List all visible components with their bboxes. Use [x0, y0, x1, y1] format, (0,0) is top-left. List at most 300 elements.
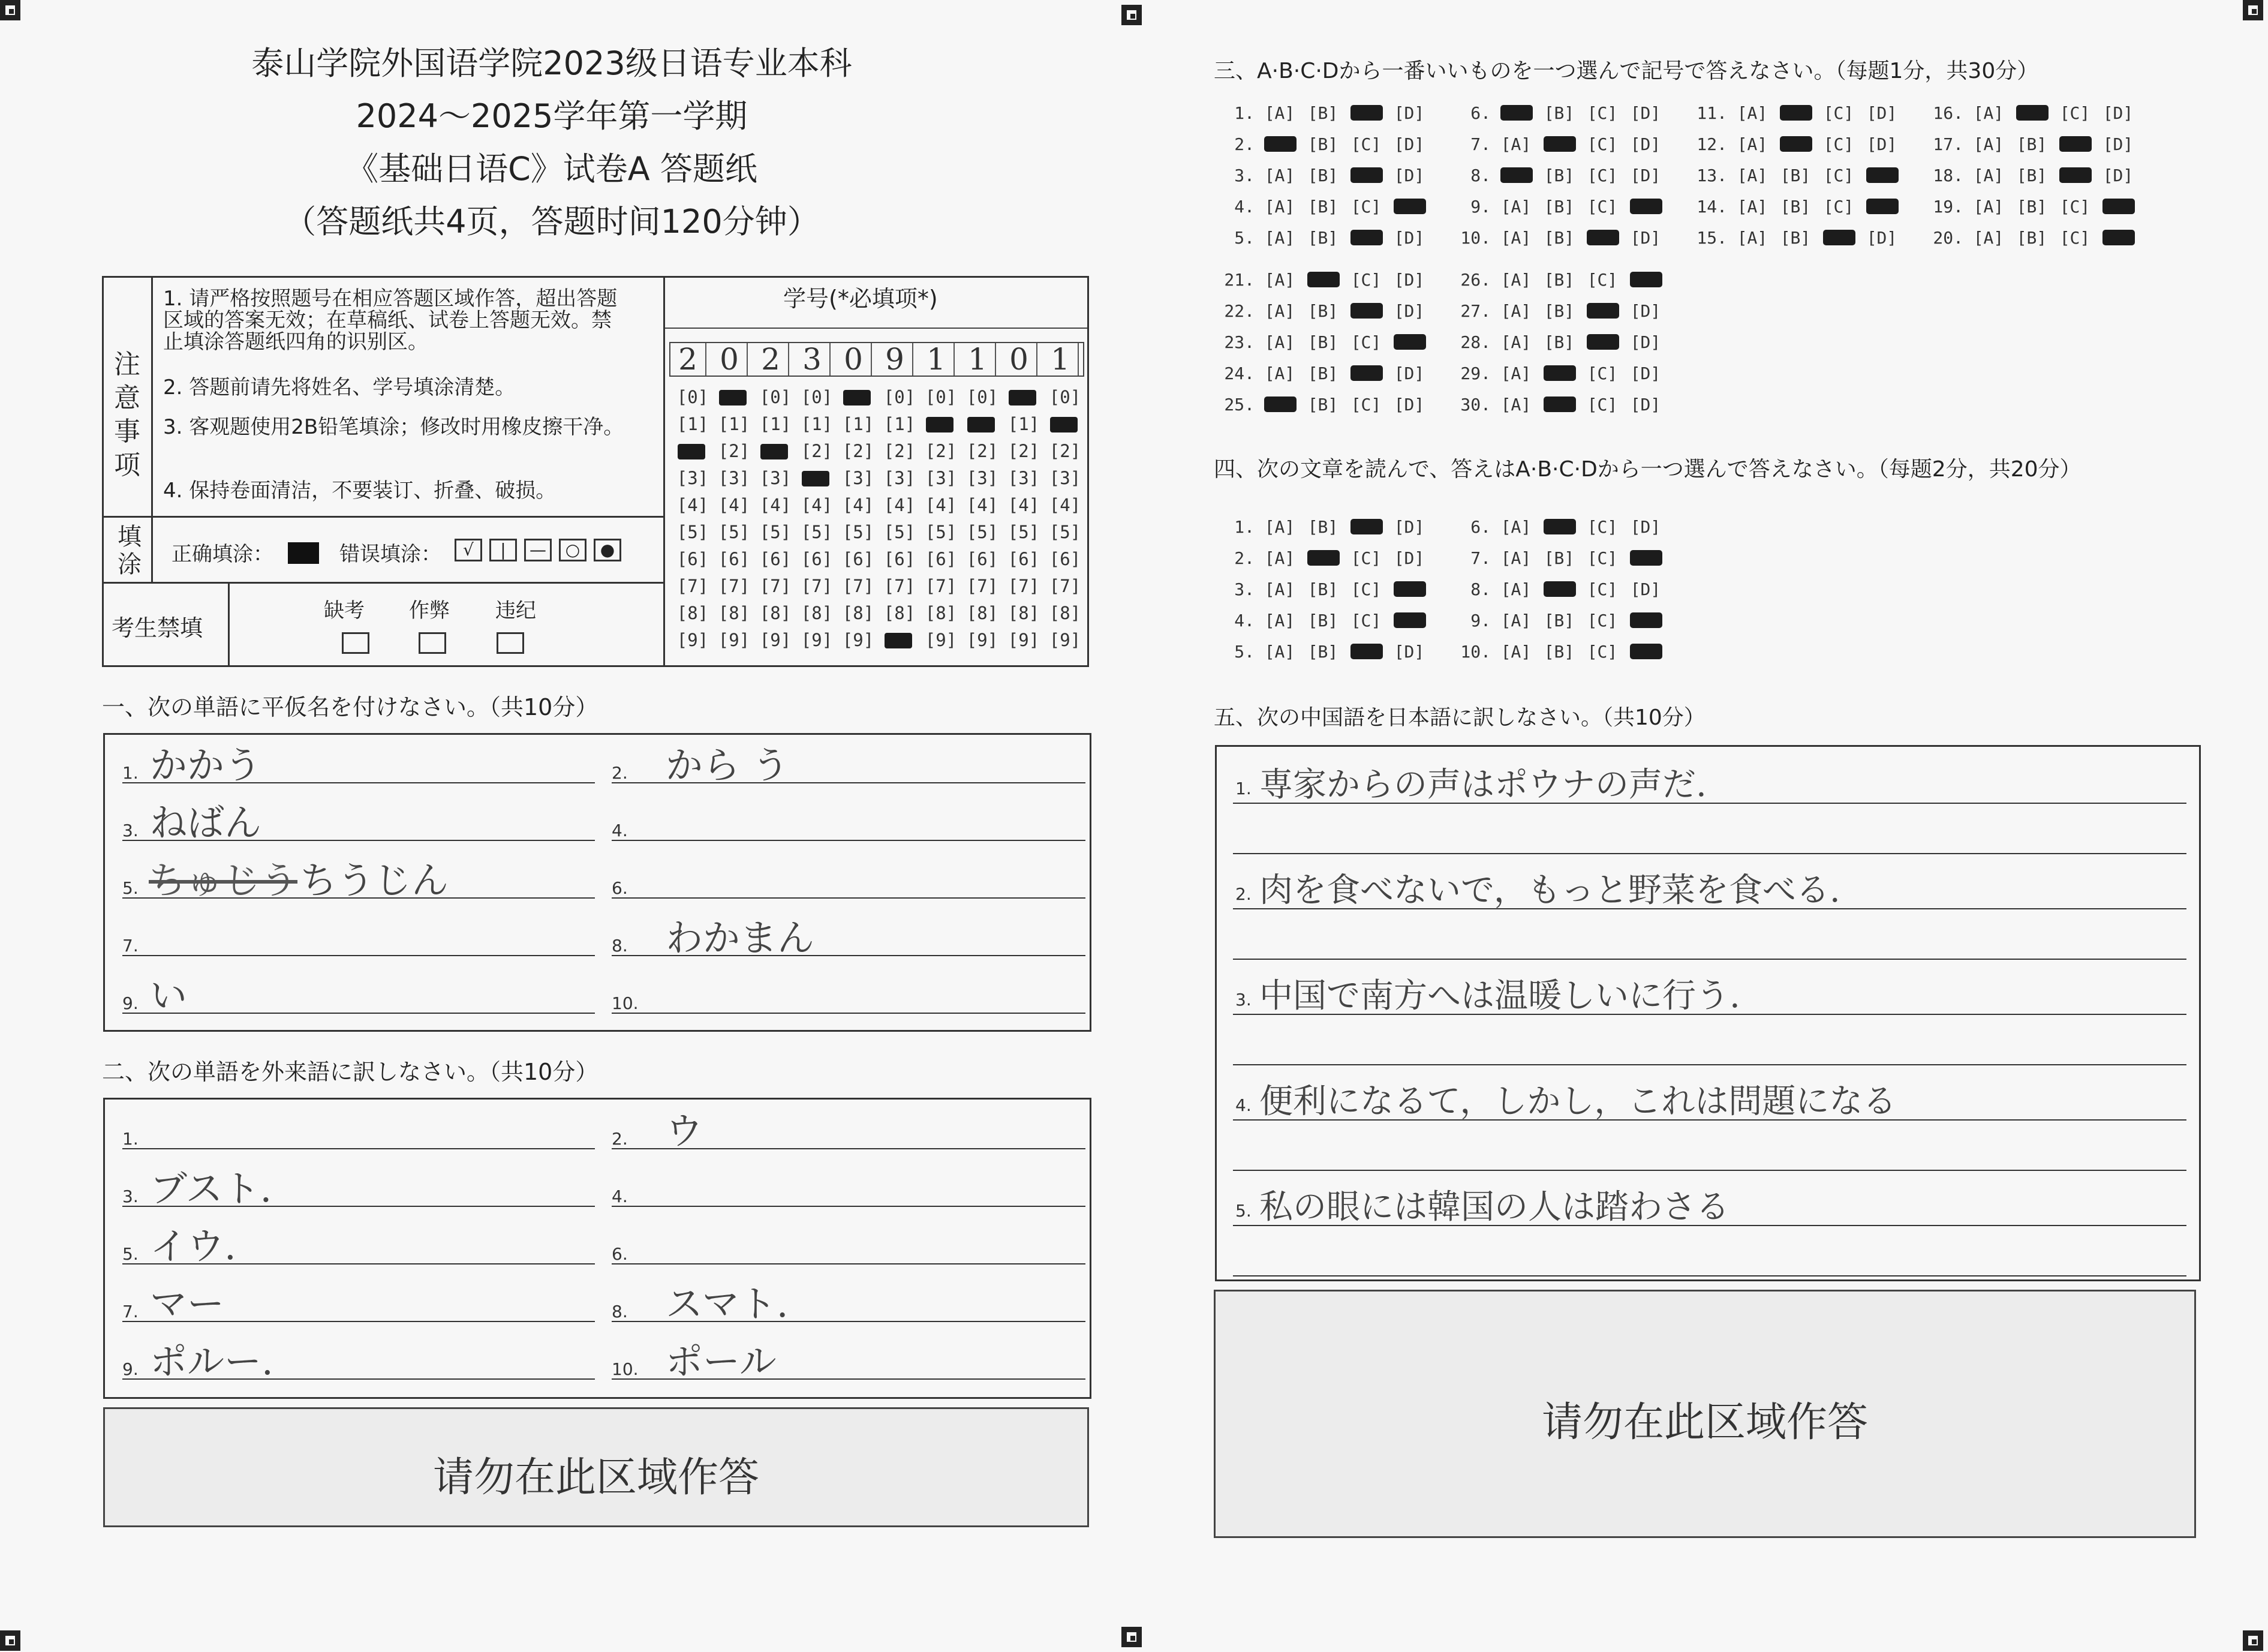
mc-option-a[interactable]: [A]: [1500, 332, 1532, 352]
mc-option-a[interactable]: [A]: [1264, 301, 1295, 321]
mc-option-b[interactable]: [B]: [1307, 103, 1338, 123]
mc-option-d[interactable]: [1388, 611, 1431, 630]
student-id-bubble[interactable]: [9]: [1007, 630, 1040, 650]
mc-option-b[interactable]: [B]: [1307, 395, 1338, 414]
mc-option-c[interactable]: [C]: [1823, 197, 1854, 217]
mc-option-d[interactable]: [D]: [1630, 395, 1661, 414]
mc-option-c[interactable]: [C]: [1823, 166, 1854, 185]
mc-option-c[interactable]: [2053, 166, 2096, 185]
student-id-bubble[interactable]: [9]: [718, 630, 750, 650]
student-id-bubble[interactable]: [5]: [842, 522, 874, 542]
mc-option-c[interactable]: [C]: [1587, 166, 1618, 185]
mc-option-a[interactable]: [A]: [1737, 134, 1768, 154]
mc-option-a[interactable]: [A]: [1500, 611, 1532, 630]
student-id-bubble[interactable]: [3]: [718, 468, 750, 488]
mc-option-a[interactable]: [A]: [1500, 228, 1532, 248]
mc-question: [1454, 517, 1667, 537]
mc-option-d[interactable]: [D]: [1394, 228, 1425, 248]
mc-option-b[interactable]: [B]: [1307, 364, 1338, 383]
mc-option-b[interactable]: [1774, 103, 1817, 123]
mc-filled-mark: [1500, 167, 1533, 183]
mc-option-a[interactable]: [1494, 103, 1538, 123]
handwritten-translation[interactable]: 中国で南方へは温暖しいに行う.: [1259, 977, 1740, 1016]
student-id-bubble[interactable]: [4]: [1007, 495, 1040, 515]
mc-option-d[interactable]: [D]: [1630, 228, 1661, 248]
mc-option-b[interactable]: [B]: [1307, 642, 1338, 662]
mc-option-c[interactable]: [C]: [1587, 103, 1618, 123]
student-id-bubble-filled[interactable]: [1009, 390, 1036, 406]
student-id-bubble[interactable]: [8]: [1049, 603, 1081, 623]
mc-option-c[interactable]: [1817, 228, 1860, 248]
student-id-bubble[interactable]: [5]: [1007, 522, 1040, 542]
mc-option-d[interactable]: [D]: [1630, 301, 1661, 321]
student-id-bubble[interactable]: [1]: [718, 414, 750, 434]
mc-option-c[interactable]: [C]: [1350, 270, 1382, 290]
mc-option-a[interactable]: [A]: [1500, 642, 1532, 662]
student-id-bubble[interactable]: [8]: [759, 603, 792, 623]
student-id-bubble[interactable]: [9]: [966, 630, 998, 650]
mc-option-a[interactable]: [A]: [1973, 134, 2004, 154]
mc-filled-mark: [1350, 105, 1383, 121]
mc-option-a[interactable]: [A]: [1264, 364, 1295, 383]
mc-option-b[interactable]: [B]: [1544, 611, 1575, 630]
mc-option-a[interactable]: [A]: [1264, 642, 1295, 662]
student-id-bubble[interactable]: [8]: [842, 603, 874, 623]
mc-option-b[interactable]: [B]: [2016, 166, 2047, 185]
mc-option-d[interactable]: [D]: [1394, 270, 1425, 290]
mc-option-c[interactable]: [C]: [1587, 517, 1618, 537]
student-id-bubble[interactable]: [6]: [883, 549, 916, 569]
mc-option-a[interactable]: [A]: [1264, 103, 1295, 123]
student-id-bubble[interactable]: [4]: [718, 495, 750, 515]
answer-number: 4.: [612, 1187, 628, 1206]
student-id-bubble[interactable]: [4]: [759, 495, 792, 515]
mc-option-d[interactable]: [D]: [1630, 332, 1661, 352]
student-id-bubble[interactable]: [0]: [883, 387, 916, 407]
mc-option-a[interactable]: [A]: [1500, 548, 1532, 568]
handwritten-answer[interactable]: ねばん: [150, 801, 262, 845]
student-id-bubble[interactable]: [8]: [883, 603, 916, 623]
student-id-bubble[interactable]: [6]: [925, 549, 957, 569]
mc-option-d[interactable]: [2096, 228, 2140, 248]
mc-option-a[interactable]: [1258, 134, 1301, 154]
mc-option-c[interactable]: [C]: [1587, 134, 1618, 154]
student-id-bubble[interactable]: [6]: [759, 549, 792, 569]
student-id-bubble[interactable]: [1]: [759, 414, 792, 434]
mc-option-b[interactable]: [1538, 364, 1581, 383]
mc-option-a[interactable]: [A]: [1264, 611, 1295, 630]
mc-option-b[interactable]: [B]: [1544, 197, 1575, 217]
student-id-bubble[interactable]: [9]: [842, 630, 874, 650]
student-id-bubble[interactable]: [7]: [1049, 576, 1081, 596]
mc-option-d[interactable]: [D]: [1866, 228, 1897, 248]
student-id-bubble[interactable]: [5]: [1049, 522, 1081, 542]
mc-question: [1690, 166, 1903, 185]
mc-option-d[interactable]: [D]: [1630, 103, 1661, 123]
student-id-bubble[interactable]: [1]: [883, 414, 916, 434]
student-id-bubble[interactable]: [7]: [1007, 576, 1040, 596]
student-id-bubble[interactable]: [8]: [676, 603, 709, 623]
mc-option-b[interactable]: [B]: [1544, 301, 1575, 321]
mc-option-b[interactable]: [B]: [2016, 228, 2047, 248]
mc-option-d[interactable]: [1624, 197, 1667, 217]
mc-option-a[interactable]: [A]: [1264, 517, 1295, 537]
handwritten-answer[interactable]: ポルー.: [150, 1339, 273, 1383]
mc-option-c[interactable]: [C]: [1350, 579, 1382, 599]
mc-option-c[interactable]: [1581, 301, 1624, 321]
mc-option-c[interactable]: [C]: [2059, 228, 2090, 248]
student-id-bubble[interactable]: [3]: [676, 468, 709, 488]
handwritten-translation[interactable]: 専家からの声はポウナの声だ.: [1259, 765, 1707, 804]
student-id-bubble[interactable]: [4]: [801, 495, 833, 515]
mc-option-a[interactable]: [A]: [1500, 301, 1532, 321]
handwritten-answer[interactable]: かかう: [150, 743, 262, 787]
student-id-bubble[interactable]: [5]: [718, 522, 750, 542]
mc-option-b[interactable]: [B]: [1307, 134, 1338, 154]
mc-option-a[interactable]: [A]: [1973, 166, 2004, 185]
mc-option-b[interactable]: [B]: [1780, 197, 1811, 217]
mc-option-b[interactable]: [1301, 270, 1344, 290]
mc-option-a[interactable]: [A]: [1500, 579, 1532, 599]
handwritten-answer[interactable]: から う: [666, 743, 789, 787]
mc-option-d[interactable]: [1860, 197, 1903, 217]
mc-option-b[interactable]: [B]: [1780, 166, 1811, 185]
student-id-bubble[interactable]: [4]: [883, 495, 916, 515]
mc-option-d[interactable]: [D]: [1394, 548, 1425, 568]
mc-option-d[interactable]: [D]: [1630, 517, 1661, 537]
mc-option-c[interactable]: [C]: [1587, 548, 1618, 568]
mc-number: 1.: [1234, 517, 1255, 537]
student-id-bubble[interactable]: [2]: [842, 441, 874, 461]
mc-option-c[interactable]: [C]: [1350, 548, 1382, 568]
mc-option-b[interactable]: [B]: [1544, 332, 1575, 352]
mc-option-d[interactable]: [D]: [2102, 134, 2134, 154]
mc-option-d[interactable]: [D]: [1630, 134, 1661, 154]
student-id-bubble[interactable]: [7]: [759, 576, 792, 596]
handwritten-answer[interactable]: い: [150, 974, 188, 1017]
student-id-bubble[interactable]: [9]: [1049, 630, 1081, 650]
mc-option-a[interactable]: [A]: [1500, 270, 1532, 290]
mc-option-b[interactable]: [1538, 134, 1581, 154]
handwritten-answer[interactable]: ちうじん: [300, 858, 449, 902]
mc-option-c[interactable]: [1344, 642, 1388, 662]
answer-number: 7.: [122, 936, 139, 956]
student-id-bubble[interactable]: [0]: [925, 387, 957, 407]
mc-option-a[interactable]: [A]: [1737, 166, 1768, 185]
mc-option-a[interactable]: [A]: [1973, 197, 2004, 217]
student-id-bubble[interactable]: [0]: [801, 387, 833, 407]
mc-option-b[interactable]: [B]: [1307, 517, 1338, 537]
mc-question: [1454, 134, 1667, 154]
answer-line-secondary: [1233, 1064, 2186, 1065]
student-id-bubble[interactable]: [8]: [718, 603, 750, 623]
forbid-discipline-checkbox[interactable]: [497, 632, 524, 654]
student-id-bubble-filled[interactable]: [885, 633, 912, 648]
student-id-bubble[interactable]: [2]: [1007, 441, 1040, 461]
mc-option-b[interactable]: [B]: [1544, 166, 1575, 185]
mc-option-c[interactable]: [C]: [1350, 395, 1382, 414]
mc-option-b[interactable]: [B]: [1307, 611, 1338, 630]
mc-option-d[interactable]: [D]: [1394, 103, 1425, 123]
mc-option-d[interactable]: [D]: [1394, 134, 1425, 154]
mc-option-d[interactable]: [D]: [2102, 103, 2134, 123]
handwritten-answer[interactable]: ブスト.: [150, 1167, 272, 1211]
mc-option-b[interactable]: [1774, 134, 1817, 154]
mc-option-b[interactable]: [B]: [2016, 134, 2047, 154]
forbid-label: 考生禁填: [112, 615, 203, 641]
student-id-bubble[interactable]: [2]: [883, 441, 916, 461]
mc-option-d[interactable]: [1388, 197, 1431, 217]
mc-option-a[interactable]: [A]: [1264, 166, 1295, 185]
student-id-bubble[interactable]: [0]: [759, 387, 792, 407]
student-id-bubble-filled[interactable]: [967, 417, 995, 432]
student-id-bubble[interactable]: [5]: [925, 522, 957, 542]
student-id-bubble[interactable]: [7]: [676, 576, 709, 596]
mc-question: [1454, 103, 1667, 123]
mc-option-c[interactable]: [1344, 301, 1388, 321]
mc-option-d[interactable]: [D]: [1630, 579, 1661, 599]
handwritten-answer[interactable]: イウ.: [150, 1224, 236, 1268]
student-id-digit: 0: [836, 343, 872, 376]
mc-option-b[interactable]: [1538, 579, 1581, 599]
mc-option-a[interactable]: [A]: [1973, 228, 2004, 248]
forbid-absent-checkbox[interactable]: [342, 632, 369, 654]
mc-option-a[interactable]: [1258, 395, 1301, 414]
student-id-bubble[interactable]: [2]: [925, 441, 957, 461]
student-id-bubble[interactable]: [0]: [966, 387, 998, 407]
student-id-bubble[interactable]: [7]: [966, 576, 998, 596]
student-id-bubble[interactable]: [9]: [676, 630, 709, 650]
mc-option-c[interactable]: [1344, 103, 1388, 123]
mc-option-c[interactable]: [C]: [2059, 197, 2090, 217]
mc-option-a[interactable]: [A]: [1500, 364, 1532, 383]
student-id-bubble[interactable]: [7]: [883, 576, 916, 596]
mc-option-d[interactable]: [D]: [1394, 517, 1425, 537]
mc-option-b[interactable]: [B]: [1307, 166, 1338, 185]
mc-option-d[interactable]: [1388, 579, 1431, 599]
mc-option-d[interactable]: [D]: [1394, 166, 1425, 185]
student-id-bubble[interactable]: [7]: [842, 576, 874, 596]
mc-option-a[interactable]: [A]: [1264, 197, 1295, 217]
handwritten-answer[interactable]: ウ: [666, 1109, 703, 1153]
mc-option-d[interactable]: [D]: [1630, 364, 1661, 383]
mc-option-b[interactable]: [B]: [1307, 301, 1338, 321]
student-id-bubble[interactable]: [3]: [1007, 468, 1040, 488]
student-id-bubble[interactable]: [8]: [925, 603, 957, 623]
mc-option-b[interactable]: [B]: [1780, 228, 1811, 248]
student-id-bubble[interactable]: [7]: [925, 576, 957, 596]
student-id-bubble[interactable]: [4]: [966, 495, 998, 515]
mc-option-b[interactable]: [1301, 548, 1344, 568]
handwritten-answer[interactable]: スマト.: [666, 1282, 789, 1326]
mc-option-b[interactable]: [B]: [1307, 197, 1338, 217]
student-id-bubble-filled[interactable]: [678, 444, 705, 459]
mc-option-b[interactable]: [1538, 517, 1581, 537]
student-id-bubble-filled[interactable]: [719, 390, 747, 406]
mc-option-d[interactable]: [1624, 642, 1667, 662]
mc-option-a[interactable]: [A]: [1264, 332, 1295, 352]
student-id-bubble[interactable]: [6]: [801, 549, 833, 569]
mc-option-b[interactable]: [B]: [1544, 270, 1575, 290]
mc-option-c[interactable]: [1344, 364, 1388, 383]
student-id-bubble[interactable]: [4]: [842, 495, 874, 515]
mc-option-d[interactable]: [1624, 548, 1667, 568]
student-id-bubble[interactable]: [9]: [801, 630, 833, 650]
handwritten-translation[interactable]: 便利になるて，しかし，これは問題になる: [1259, 1082, 1897, 1121]
mc-option-a[interactable]: [A]: [1500, 134, 1532, 154]
mc-option-d[interactable]: [D]: [2102, 166, 2134, 185]
mc-option-d[interactable]: [D]: [1394, 395, 1425, 414]
student-id-bubble[interactable]: [3]: [966, 468, 998, 488]
student-id-bubble[interactable]: [1]: [842, 414, 874, 434]
mc-option-c[interactable]: [C]: [1350, 611, 1382, 630]
mc-option-c[interactable]: [C]: [1587, 270, 1618, 290]
student-id-bubble-filled[interactable]: [1050, 417, 1078, 432]
mc-option-c[interactable]: [C]: [1587, 197, 1618, 217]
handwritten-translation[interactable]: 肉を食べないで，もっと野菜を食べる.: [1259, 871, 1840, 910]
mc-option-b[interactable]: [B]: [1544, 103, 1575, 123]
forbid-cheat-checkbox[interactable]: [419, 632, 446, 654]
mc-option-d[interactable]: [1624, 270, 1667, 290]
student-id-bubble-filled[interactable]: [802, 471, 829, 486]
mc-option-c[interactable]: [1344, 228, 1388, 248]
student-id-bubble[interactable]: [1]: [676, 414, 709, 434]
student-id-bubble[interactable]: [3]: [883, 468, 916, 488]
answer-number: 10.: [612, 993, 639, 1013]
mc-option-c[interactable]: [C]: [1587, 579, 1618, 599]
handwritten-translation[interactable]: 私の眼には韓国の人は踏わさる: [1259, 1188, 1729, 1227]
student-id-bubble[interactable]: [2]: [718, 441, 750, 461]
mc-option-d[interactable]: [1624, 611, 1667, 630]
student-id-bubble[interactable]: [5]: [966, 522, 998, 542]
handwritten-answer[interactable]: マー: [150, 1282, 225, 1326]
corner-mark-bottom-right: [2243, 1630, 2263, 1651]
student-id-bubble[interactable]: [4]: [676, 495, 709, 515]
student-id-bubble[interactable]: [2]: [801, 441, 833, 461]
student-id-bubble[interactable]: [5]: [759, 522, 792, 542]
mc-option-c[interactable]: [C]: [1823, 103, 1854, 123]
mc-option-c[interactable]: [1344, 166, 1388, 185]
student-id-bubble-filled[interactable]: [843, 390, 871, 406]
student-id-bubble[interactable]: [3]: [925, 468, 957, 488]
student-id-bubble[interactable]: [0]: [676, 387, 709, 407]
student-id-bubble[interactable]: [0]: [1049, 387, 1081, 407]
student-id-bubble[interactable]: [5]: [801, 522, 833, 542]
student-id-digit: 0: [712, 343, 748, 376]
mc-option-b[interactable]: [B]: [1544, 548, 1575, 568]
mc-option-c[interactable]: [1581, 228, 1624, 248]
mc-option-b[interactable]: [B]: [1544, 228, 1575, 248]
mc-option-d[interactable]: [D]: [1394, 642, 1425, 662]
mc-option-b[interactable]: [B]: [2016, 197, 2047, 217]
mc-option-b[interactable]: [1538, 395, 1581, 414]
mc-option-d[interactable]: [D]: [1866, 134, 1897, 154]
mc-option-c[interactable]: [C]: [1587, 395, 1618, 414]
mc-option-c[interactable]: [C]: [1350, 332, 1382, 352]
student-id-bubble[interactable]: [4]: [925, 495, 957, 515]
student-id-bubble[interactable]: [3]: [1049, 468, 1081, 488]
mc-option-c[interactable]: [1344, 517, 1388, 537]
mc-option-d[interactable]: [D]: [1394, 364, 1425, 383]
mc-option-a[interactable]: [A]: [1500, 517, 1532, 537]
handwritten-answer[interactable]: ポール: [666, 1339, 777, 1383]
student-id-bubble[interactable]: [8]: [966, 603, 998, 623]
student-id-bubble[interactable]: [6]: [1049, 549, 1081, 569]
mc-option-a[interactable]: [A]: [1264, 228, 1295, 248]
student-id-bubble-filled[interactable]: [926, 417, 953, 432]
mc-option-a[interactable]: [A]: [1500, 197, 1532, 217]
student-id-bubble[interactable]: [1]: [801, 414, 833, 434]
handwritten-answer[interactable]: わかまん: [666, 916, 815, 960]
student-id-bubble[interactable]: [2]: [1049, 441, 1081, 461]
student-id-bubble[interactable]: [6]: [718, 549, 750, 569]
mc-option-a[interactable]: [A]: [1264, 579, 1295, 599]
answer-line: [122, 1013, 595, 1014]
student-id-bubble[interactable]: [7]: [801, 576, 833, 596]
mc-option-d[interactable]: [D]: [1630, 166, 1661, 185]
student-id-bubble[interactable]: [5]: [883, 522, 916, 542]
student-id-bubble[interactable]: [6]: [676, 549, 709, 569]
student-id-bubble[interactable]: [3]: [842, 468, 874, 488]
student-id-bubble-filled[interactable]: [760, 444, 788, 459]
mc-option-c[interactable]: [C]: [1587, 611, 1618, 630]
mc-option-d[interactable]: [D]: [1866, 103, 1897, 123]
mc-option-b[interactable]: [B]: [1307, 228, 1338, 248]
mc-number: 9.: [1470, 611, 1491, 630]
student-id-bubble[interactable]: [5]: [676, 522, 709, 542]
mc-option-a[interactable]: [A]: [1737, 103, 1768, 123]
corner-mark-top-right: [2243, 0, 2263, 20]
mc-option-a[interactable]: [A]: [1737, 197, 1768, 217]
student-id-bubble[interactable]: [6]: [1007, 549, 1040, 569]
mc-option-a[interactable]: [A]: [1264, 548, 1295, 568]
mc-option-d[interactable]: [1860, 166, 1903, 185]
mc-option-a[interactable]: [A]: [1264, 270, 1295, 290]
mc-option-a[interactable]: [A]: [1973, 103, 2004, 123]
mc-option-c[interactable]: [C]: [1350, 197, 1382, 217]
mc-option-c[interactable]: [C]: [1350, 134, 1382, 154]
mc-option-d[interactable]: [2096, 197, 2140, 217]
mc-option-a[interactable]: [A]: [1500, 395, 1532, 414]
mc-option-c[interactable]: [C]: [1587, 364, 1618, 383]
student-id-bubble[interactable]: [9]: [925, 630, 957, 650]
mc-option-c[interactable]: [1581, 332, 1624, 352]
student-id-bubble[interactable]: [7]: [718, 576, 750, 596]
mc-option-c[interactable]: [C]: [1823, 134, 1854, 154]
student-id-bubble[interactable]: [9]: [759, 630, 792, 650]
student-id-bubble[interactable]: [6]: [966, 549, 998, 569]
mc-option-b[interactable]: [B]: [1307, 579, 1338, 599]
mc-option-c[interactable]: [C]: [1587, 642, 1618, 662]
student-id-bubble[interactable]: [1]: [1007, 414, 1040, 434]
student-id-bubble[interactable]: [4]: [1049, 495, 1081, 515]
mc-option-a[interactable]: [1494, 166, 1538, 185]
student-id-bubble[interactable]: [8]: [1007, 603, 1040, 623]
mc-option-b[interactable]: [B]: [1544, 642, 1575, 662]
student-id-bubble[interactable]: [8]: [801, 603, 833, 623]
student-id-bubble[interactable]: [6]: [842, 549, 874, 569]
student-id-bubble[interactable]: [3]: [759, 468, 792, 488]
mc-option-b[interactable]: [B]: [1307, 332, 1338, 352]
mc-option-b[interactable]: [2010, 103, 2053, 123]
mc-option-c[interactable]: [2053, 134, 2096, 154]
mc-option-c[interactable]: [C]: [2059, 103, 2090, 123]
student-id-digit: 1: [1043, 343, 1079, 376]
mc-option-d[interactable]: [D]: [1394, 301, 1425, 321]
student-id-bubble[interactable]: [2]: [966, 441, 998, 461]
mc-option-d[interactable]: [1388, 332, 1431, 352]
mc-option-a[interactable]: [A]: [1737, 228, 1768, 248]
